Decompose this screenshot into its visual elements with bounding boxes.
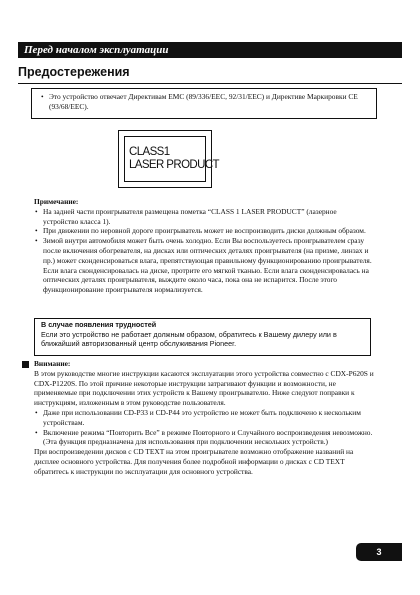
warning-square-icon: [22, 361, 29, 368]
laser-label-line1: CLASS1: [129, 146, 170, 158]
note-item: • При движении по неровной дороге проигрыватель может не воспроизводить диски должным образом.: [34, 226, 372, 236]
note-title: Примечание:: [34, 197, 79, 206]
page-heading: Предостережения: [18, 65, 402, 84]
laser-label-line2: LASER PRODUCT: [129, 158, 219, 171]
troubleshooting-title: В случае появления трудностей: [41, 320, 157, 329]
warning-item: • Даже при использовании CD-P33 и CD-P44 это устройство не может быть подключено к нескольким устройствам.: [34, 408, 374, 428]
warning-title: Внимание:: [34, 359, 71, 368]
emc-bullet: • Это устройство отвечает Директивам EMC (89/336/EEC, 92/31/EEC) и Директиве Маркировки CE (93/68/EEC).: [40, 92, 368, 112]
page-number-tab: 3: [356, 543, 402, 561]
note-item: • На задней части проигрывателя размещена пометка “CLASS 1 LASER PRODUCT” (лазерное устройство класса 1).: [34, 207, 372, 227]
note-item: • Зимой внутри автомобиля может быть очень холодно. Если Вы воспользуетесь проигрывателем сразу после включения обогревателя, на дисках или оптических деталях проигрывателя (на призме, линзах и пр.) может сконденсироваться влага, препятствующая правильному функционированию проигрывателя. Если влага сконденсировалась на диске, протрите его мягкой тканью. Если влага сконденсировалась на оптических деталях проигрывателя, выждите около часа, пока она не испарится. После этого функционирование проигрывателя нормализуется.: [34, 236, 372, 295]
laser-label-text: [124, 136, 219, 182]
laser-product-label: [118, 130, 219, 188]
warning-item: • Включение режима “Повторить Все” в режиме Повторного и Случайного воспроизведения невозможно. (Эта функция предназначена для использования при подключении нескольких устройств.): [34, 428, 374, 448]
troubleshooting-text: Если это устройство не работает должным образом, обратитесь к Вашему дилеру или в ближайший авторизованный центр обслуживания Pioneer.: [41, 329, 337, 348]
note-section: [34, 197, 372, 295]
warning-section: [34, 359, 374, 477]
section-title-bar: Перед началом эксплуатации: [18, 42, 402, 58]
warning-cd-text-paragraph: При воспроизведении дисков с CD TEXT на этом проигрывателе возможно отображение названий на дисплее основного устройства. Для получения более подробной информации о дисках с CD TEXT обратитесь к инструкции по эксплуатации для основного устройства.: [34, 447, 354, 476]
warning-intro: В этом руководстве многие инструкции касаются эксплуатации этого устройства совместно с CDX-P620S и CDX-P1220S. По этой причине некоторые инструкции затрагивают функции и возможности, не применяемые при подключении этих устройств к Вашему проигрывателю. Ниже следуют поправки к инструкциям, изложенным в этом руководстве пользователя.: [34, 368, 374, 408]
troubleshooting-box: [34, 318, 371, 356]
emc-compliance-box: [31, 88, 377, 119]
